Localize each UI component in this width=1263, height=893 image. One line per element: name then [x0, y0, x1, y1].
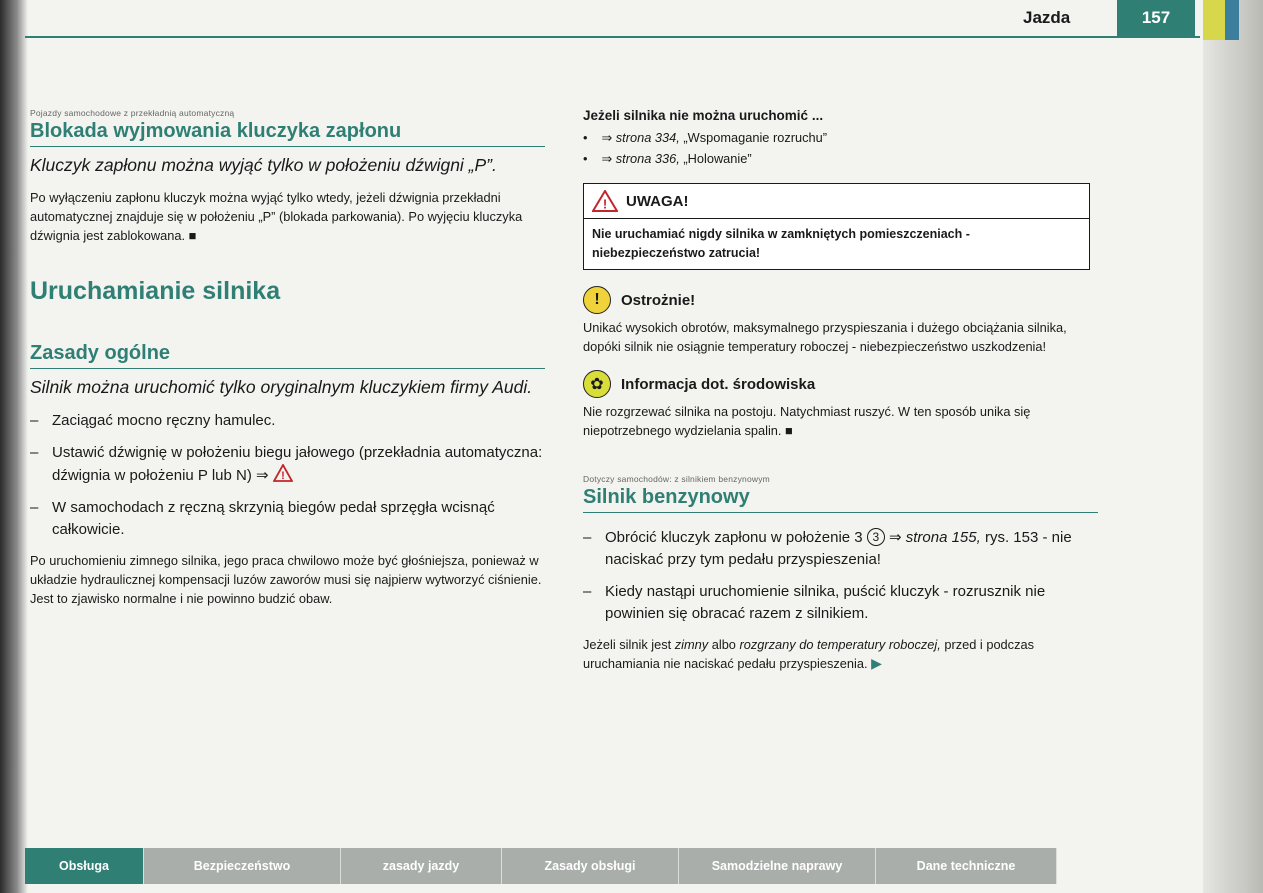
- list-item: [583, 527, 1098, 571]
- petrol-note: [583, 635, 1098, 673]
- warning-triangle-icon[interactable]: [273, 464, 293, 482]
- general-body: Po uruchomieniu zimnego silnika, jego praca chwilowo może być głośniejsza, ponieważ w układzie hydraulicznej kompensacji luzów zaworów musi się najpierw wytworzyć ciśnienie. Jest to zjawisko normalne i nie powinno budzić obaw.: [30, 553, 542, 606]
- section-heading-general: Zasady ogólne: [30, 342, 545, 369]
- environment-title: Informacja dot. środowiska: [621, 375, 816, 393]
- caution-header: [583, 286, 1098, 314]
- dash-icon: –: [30, 499, 39, 516]
- page-number: 157: [1117, 0, 1195, 36]
- tab-zasady-jazdy[interactable]: zasady jazdy: [341, 848, 502, 884]
- list-item-text: Kiedy nastąpi uruchomienie silnika, puścić kluczyk - rozrusznik nie powinien się obracać razem z silnikiem.: [605, 583, 1046, 622]
- svg-text:!: !: [602, 196, 608, 212]
- not-starting-heading: Jeżeli silnika nie można uruchomić ...: [583, 108, 824, 123]
- warning-box: [583, 183, 1090, 270]
- bullet-icon: •: [583, 130, 588, 145]
- right-column: [583, 108, 1098, 673]
- note-text: Jeżeli silnik jest: [583, 637, 672, 652]
- environment-header: [583, 370, 1098, 398]
- dash-icon: –: [583, 529, 592, 546]
- thumb-tab-yellow: [1203, 0, 1225, 40]
- ref-arrow: ⇒: [888, 529, 902, 546]
- page-binding-shadow: [0, 0, 28, 893]
- warning-title: UWAGA!: [626, 192, 689, 210]
- bullet-text: „Holowanie”: [683, 151, 752, 166]
- general-lead: Silnik można uruchomić tylko oryginalnym kluczykiem firmy Audi.: [30, 377, 533, 397]
- list-item: [583, 148, 1098, 169]
- running-header: Jazda: [1023, 8, 1071, 27]
- position-3-marker: 3: [867, 528, 885, 546]
- environment-text: Nie rozgrzewać silnika na postoju. Natychmiast ruszyć. W ten sposób unika się niepotrzebnego wydzielania spalin. ■: [583, 404, 1031, 438]
- list-item-text: Obrócić kluczyk zapłonu w położenie 3: [605, 529, 863, 546]
- page-reference-link[interactable]: ⇒ strona 334,: [601, 130, 680, 145]
- list-item: [583, 581, 1098, 625]
- list-item-text: Zaciągać mocno ręczny hamulec.: [52, 412, 276, 429]
- list-item: [30, 442, 545, 487]
- left-breadcrumb: Pojazdy samochodowe z przekładnią automatyczną: [30, 108, 235, 118]
- page-reference-link[interactable]: strona 155,: [905, 529, 981, 546]
- page-reference-link[interactable]: ⇒ strona 336,: [601, 151, 680, 166]
- section-heading-key-lock: Blokada wyjmowania kluczyka zapłonu: [30, 120, 545, 147]
- flower-icon: ✿: [583, 370, 611, 398]
- section-heading-petrol: Silnik benzynowy: [583, 486, 1098, 513]
- list-item: [30, 497, 545, 541]
- note-text: przed i podczas uruchamiania nie naciskać pedału przyspieszenia.: [583, 637, 1034, 671]
- dash-icon: –: [583, 583, 592, 600]
- page-edge: [1203, 0, 1263, 893]
- list-item-text: Ustawić dźwignię w położeniu biegu jałowego (przekładnia automatyczna: dźwignia w położeniu P lub N) ⇒: [52, 444, 543, 484]
- dash-icon: –: [30, 412, 39, 429]
- list-item: [583, 127, 1098, 148]
- svg-text:!: !: [280, 470, 285, 482]
- list-item-text: rys. 153 - nie naciskać przy tym pedału przyspieszenia!: [605, 529, 1072, 568]
- list-item-text: W samochodach z ręczną skrzynią biegów pedał sprzęgła wcisnąć całkowicie.: [52, 499, 495, 538]
- tab-samodzielne-naprawy[interactable]: Samodzielne naprawy: [679, 848, 876, 884]
- caution-text: Unikać wysokich obrotów, maksymalnego przyspieszania i dużego obciążania silnika, dopóki silnik nie osiągnie temperatury roboczej - niebezpieczeństwo uszkodzenia!: [583, 320, 1067, 354]
- list-item: [30, 410, 545, 432]
- tab-obsluga[interactable]: Obsługa: [25, 848, 144, 884]
- warning-header: [584, 184, 1089, 219]
- tab-zasady-obslugi[interactable]: Zasady obsługi: [502, 848, 679, 884]
- continue-arrow-icon: ▶: [871, 655, 882, 671]
- bullet-text: „Wspomaganie rozruchu”: [683, 130, 828, 145]
- header-rule: [25, 36, 1200, 38]
- warning-text: Nie uruchamiać nigdy silnika w zamkniętych pomieszczeniach - niebezpieczeństwo zatrucia!: [592, 227, 970, 260]
- note-text: albo: [711, 637, 736, 652]
- key-lock-body: Po wyłączeniu zapłonu kluczyk można wyjąć tylko wtedy, jeżeli dźwignia przekładni automatycznej znajduje się w położeniu „P” (blokada parkowania). Po wyjęciu kluczyka dźwignia jest zablokowana. ■: [30, 190, 523, 243]
- warning-triangle-icon: [592, 190, 618, 212]
- tab-dane-techniczne[interactable]: Dane techniczne: [876, 848, 1057, 884]
- right-breadcrumb: Dotyczy samochodów: z silnikiem benzynowym: [583, 474, 770, 484]
- thumb-tab-blue: [1225, 0, 1239, 40]
- note-emphasis: rozgrzany do temperatury roboczej,: [739, 637, 941, 652]
- caution-title: Ostrożnie!: [621, 291, 696, 309]
- tab-bezpieczenstwo[interactable]: Bezpieczeństwo: [144, 848, 341, 884]
- bullet-icon: •: [583, 151, 588, 166]
- dash-icon: –: [30, 444, 39, 461]
- footer-tab-bar: [25, 848, 1200, 884]
- note-emphasis: zimny: [674, 637, 709, 652]
- key-lock-lead: Kluczyk zapłonu można wyjąć tylko w położeniu dźwigni „P”.: [30, 155, 497, 175]
- caution-icon: !: [583, 286, 611, 314]
- left-column: [30, 108, 545, 608]
- chapter-heading: Uruchamianie silnika: [30, 277, 281, 305]
